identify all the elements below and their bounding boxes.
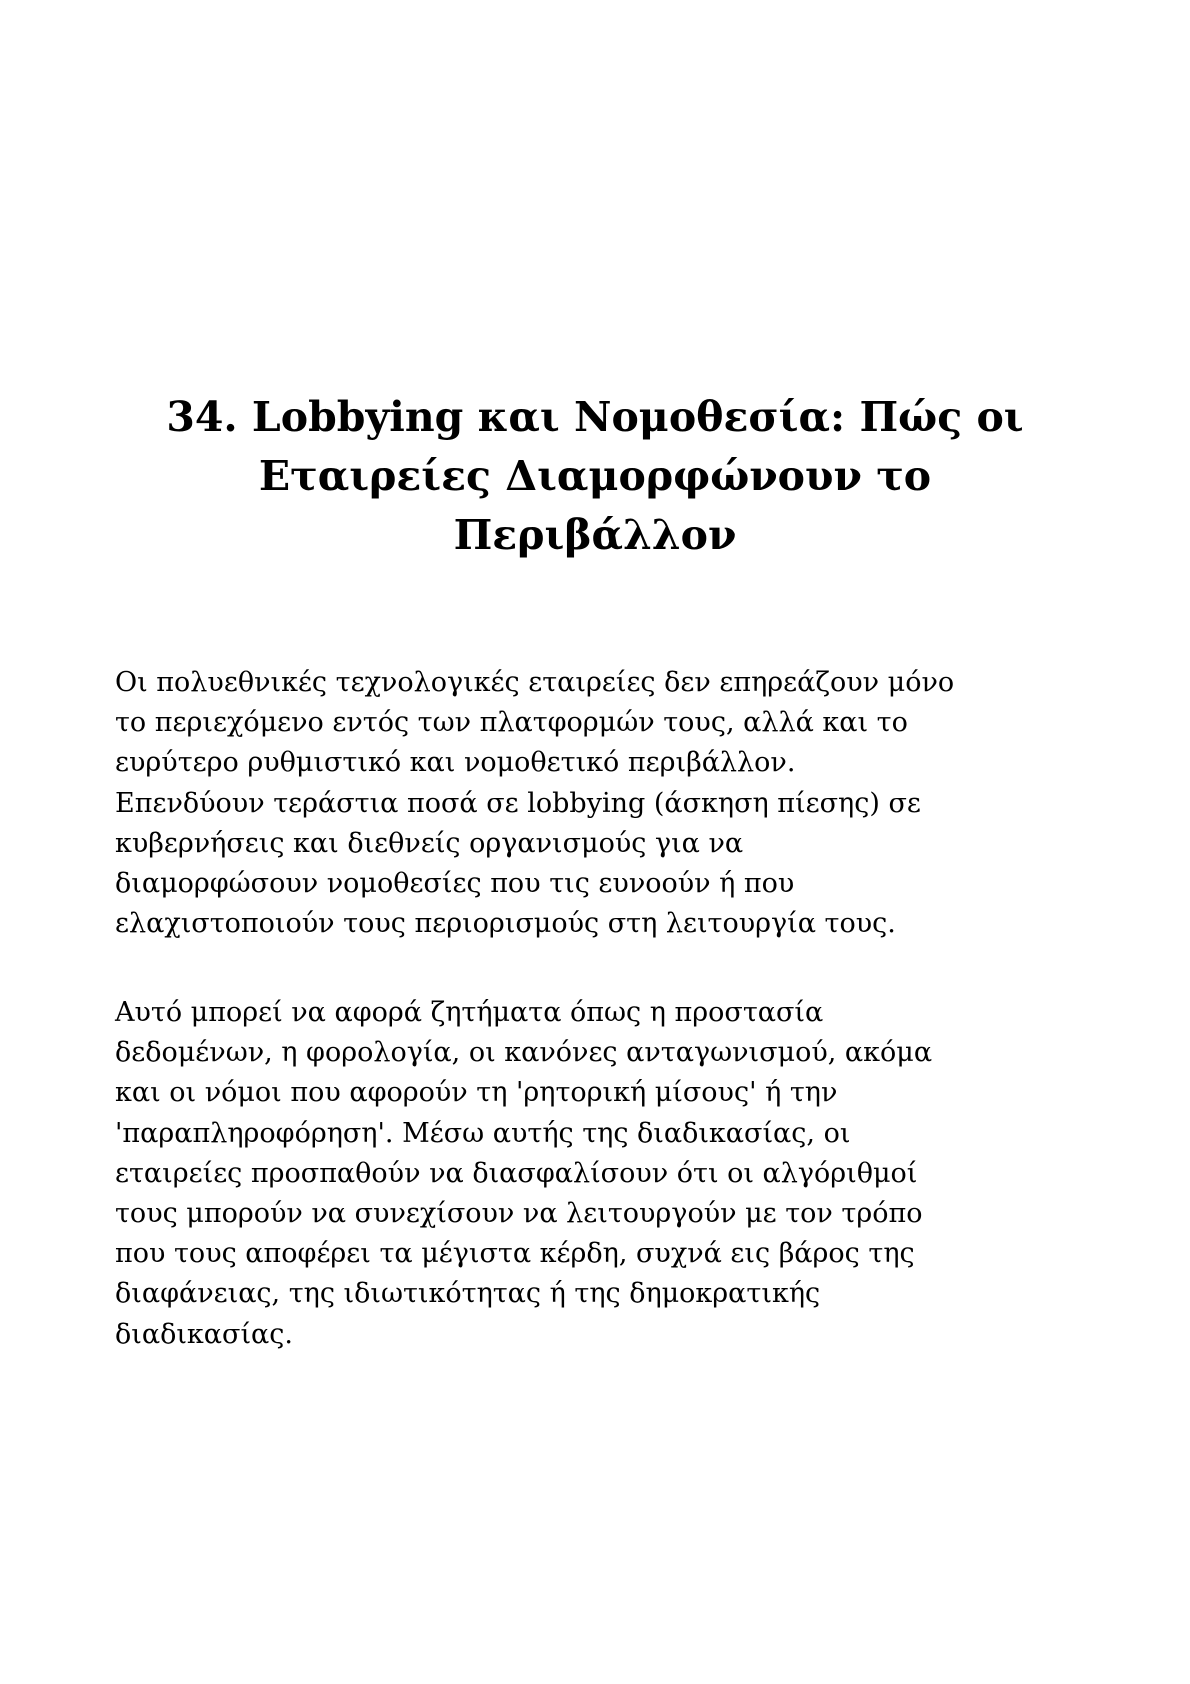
paragraph-line: εταιρείες προσπαθούν να διασφαλίσουν ότι οι αλγόριθμοί — [115, 1157, 918, 1189]
paragraph-line: το περιεχόμενο εντός των πλατφορμών τους, αλλά και το — [115, 707, 908, 739]
paragraph-line: Αυτό μπορεί να αφορά ζητήματα όπως η προστασία — [115, 997, 824, 1028]
paragraph-line: διαδικασίας. — [115, 1318, 293, 1350]
paragraph-line: και οι νόμοι που αφορούν τη 'ρητορική μίσους' ή την — [115, 1077, 838, 1109]
paragraph-line: κυβερνήσεις και διεθνείς οργανισμούς για να — [115, 827, 744, 859]
paragraph-line: Οι πολυεθνικές τεχνολογικές εταιρείες δεν επηρεάζουν μόνο — [115, 667, 955, 698]
chapter-title — [110, 388, 1080, 565]
paragraph-line: τους μπορούν να συνεχίσουν να λειτουργούν με τον τρόπο — [115, 1198, 923, 1230]
paragraph-line: διαμορφώσουν νομοθεσίες που τις ευνοούν ή που — [115, 868, 795, 900]
paragraph-line: διαφάνειας, της ιδιωτικότητας ή της δημοκρατικής — [115, 1278, 821, 1310]
paragraph-line: 'παραπληροφόρηση'. Μέσω αυτής της διαδικασίας, οι — [115, 1117, 851, 1149]
body-paragraph — [115, 663, 1095, 944]
paragraph-line: που τους αποφέρει τα μέγιστα κέρδη, συχνά εις βάρος της — [115, 1238, 915, 1270]
chapter-title-line: Εταιρείες Διαμορφώνουν το — [258, 452, 932, 500]
paragraph-line: ελαχιστοποιούν τους περιορισμούς στη λειτουργία τους. — [115, 908, 896, 940]
body-paragraph — [115, 993, 1095, 1355]
paragraph-line: ευρύτερο ρυθμιστικό και νομοθετικό περιβάλλον. — [115, 747, 796, 779]
chapter-title-line: Περιβάλλον — [453, 511, 737, 559]
chapter-title-line: 34. Lobbying και Νομοθεσία: Πώς οι — [166, 393, 1024, 441]
paragraph-line: Επενδύουν τεράστια ποσά σε lobbying (άσκηση πίεσης) σε — [115, 787, 921, 819]
paragraph-line: δεδομένων, η φορολογία, οι κανόνες ανταγωνισμού, ακόμα — [115, 1037, 933, 1069]
